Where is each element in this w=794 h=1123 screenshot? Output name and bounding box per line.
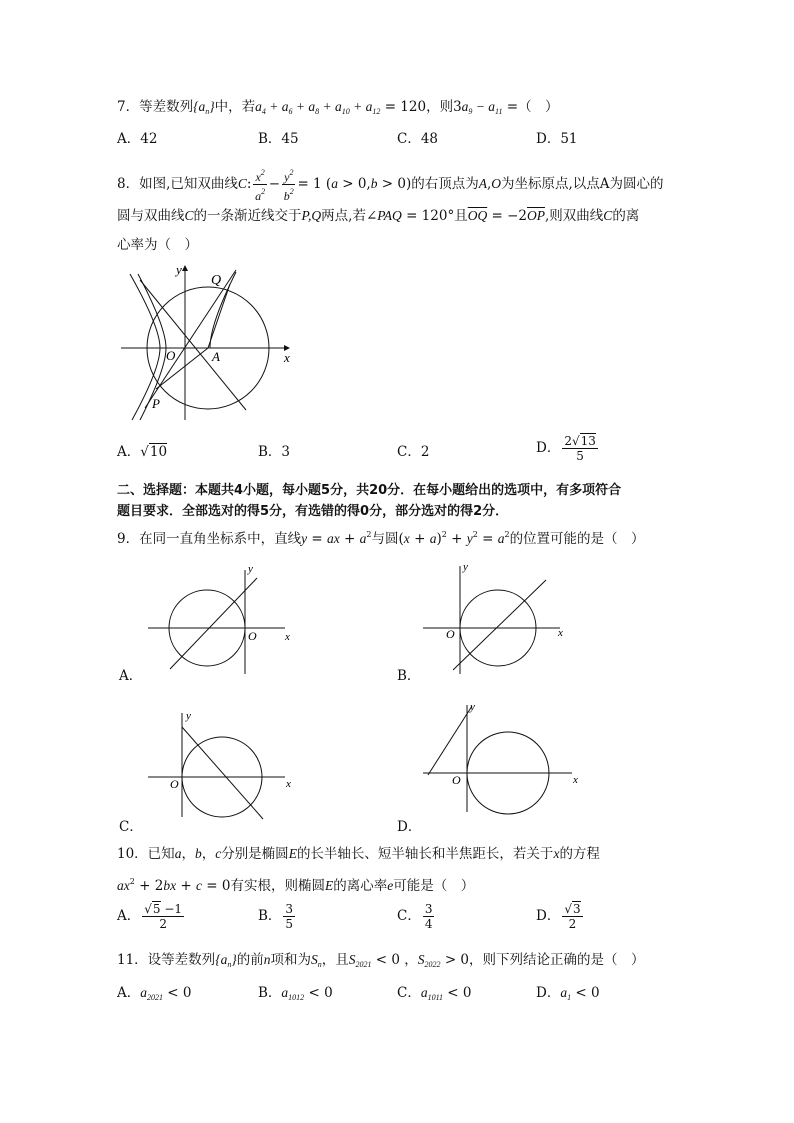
q7-stem: 7．等差数列$\{a_n\}$中，若$a_4 + a_6 + a_8 + a_{10} + a_{12} = 120$，则$3a_9 - a_{11}$ =（ ）	[117, 99, 559, 116]
q8-stem-line1: 8．如图,已知双曲线C: $\frac{x^2}{a^2}$ − $\frac{y^2}{b^2}$ = 1 (a > 0,b > 0)的右顶点为A,O为坐标原点,以点A为圆心的	[117, 168, 664, 203]
q8-option-c[interactable]: C．2	[397, 444, 430, 460]
q10-stem-line1: 10．已知a，b，c分别是椭圆E的长半轴长、短半轴长和半焦距长，若关于x的方程	[117, 846, 600, 862]
q9-option-b[interactable]: B．	[397, 668, 421, 684]
q11-stem: 11．设等差数列$\{a_n\}$的前n项和为$S_n$，且$S_{2021} < 0$ ，$S_{2022} > 0$，则下列结论正确的是（ ）	[117, 952, 645, 969]
q11-option-a[interactable]: A．$a_{2021} < 0$	[117, 985, 192, 1002]
q9d-line	[428, 706, 472, 775]
q8-option-d[interactable]: D． $\frac{2√13}{5}$	[536, 434, 596, 463]
q10-option-d[interactable]: D． $\frac{√3}{2}$	[536, 902, 581, 931]
q9a-label-x: x	[285, 631, 290, 643]
q10-stem-line2: $ax^2 + 2bx + c = 0$有实根，则椭圆E的离心率e可能是（ ）	[117, 877, 475, 894]
q8-stem-line2: 圆与双曲线C的一条渐近线交于P,Q两点,若∠PAQ = 120°且$\overline{OQ} = -2\overline{OP}$,则双曲线C的离	[117, 208, 640, 224]
q9c-label-o: O	[170, 777, 179, 791]
q9a-label-y: y	[248, 563, 253, 575]
q11-option-d[interactable]: D．$a_1 < 0$	[536, 985, 600, 1002]
q7-option-a[interactable]: A．42	[117, 131, 158, 147]
q10-option-b[interactable]: B． $\frac{3}{5}$	[258, 902, 294, 931]
q8-option-b[interactable]: B．3	[258, 444, 291, 460]
q8-label-y: y	[176, 262, 182, 277]
q11-option-b[interactable]: B．$a_{1012} < 0$	[258, 985, 333, 1002]
q9d-label-y: y	[470, 701, 475, 713]
section2-heading-line2: 题目要求．全部选对的得5分，有选错的得0分，部分选对的得2分．	[117, 504, 509, 519]
q8-label-p: P	[152, 396, 160, 411]
q9d-label-o: O	[452, 773, 461, 787]
q9-option-c[interactable]: C．	[119, 819, 143, 835]
q9-stem: 9．在同一直角坐标系中，直线y = ax + $a^2$与圆$(x + a)^2 + y^2 = a^2$的位置可能的是（ ）	[117, 530, 645, 547]
q8-asymptote-2	[140, 280, 246, 410]
q9-option-d[interactable]: D．	[397, 819, 422, 835]
q9-figure-c	[145, 705, 305, 820]
q8-label-a: A	[212, 349, 220, 364]
q8-segment-aq	[208, 284, 230, 348]
q8-label-o: O	[166, 348, 176, 363]
q9d-label-x: x	[573, 774, 578, 786]
q9a-label-o: O	[248, 629, 257, 643]
q8-label-x: x	[284, 350, 290, 365]
q9b-label-y: y	[463, 561, 468, 573]
q7-option-b[interactable]: B．45	[258, 131, 299, 147]
q8-hyperbola-figure	[118, 262, 298, 422]
q10-option-c[interactable]: C． $\frac{3}{4}$	[397, 902, 433, 931]
q9-figure-d	[420, 700, 590, 815]
q9-figure-b	[420, 562, 580, 677]
q11-option-c[interactable]: C．$a_{1011} < 0$	[397, 985, 472, 1002]
q9-figure-a	[145, 562, 305, 677]
q9b-line	[453, 580, 546, 670]
q8-y-arrow	[182, 265, 188, 271]
q8-option-a[interactable]: A．√10	[117, 444, 168, 460]
q8-segment-ap	[156, 348, 208, 389]
q9b-label-x: x	[558, 627, 563, 639]
q10-option-a[interactable]: A． $\frac{√5 -1}{2}$	[117, 902, 183, 931]
q9c-label-x: x	[286, 778, 291, 790]
q9c-label-y: y	[186, 710, 191, 722]
q7-option-d[interactable]: D．51	[536, 131, 578, 147]
q9-option-a[interactable]: A．	[119, 668, 143, 684]
section2-heading-line1: 二、选择题：本题共4小题，每小题5分，共20分．在每小题给出的选项中，有多项符合	[117, 483, 622, 498]
q9b-label-o: O	[446, 627, 455, 641]
q7-option-c[interactable]: C．48	[397, 131, 439, 147]
q9a-line	[170, 578, 257, 669]
q8-label-q: Q	[211, 273, 222, 288]
q8-stem-line3: 心率为（ ）	[117, 237, 198, 253]
